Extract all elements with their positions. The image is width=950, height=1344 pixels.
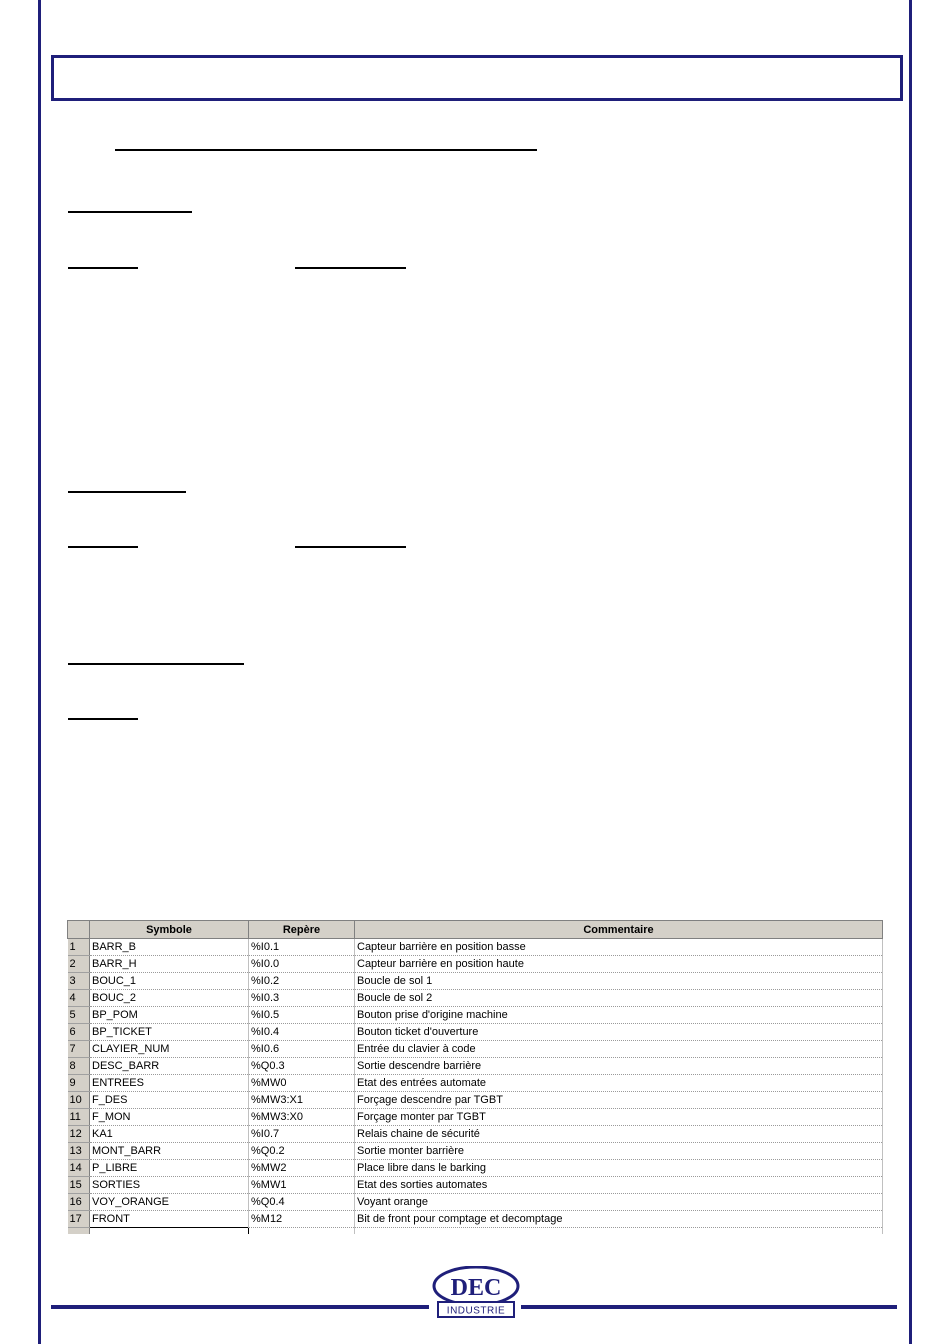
row-number[interactable]: 17 [68,1211,90,1228]
subheading-underline [295,546,406,548]
symbole-cell[interactable]: BP_POM [90,1007,249,1024]
row-number[interactable]: 7 [68,1041,90,1058]
row-number[interactable]: 5 [68,1007,90,1024]
symbole-cell[interactable]: BARR_H [90,956,249,973]
commentaire-cell[interactable]: Bouton prise d'origine machine [355,1007,883,1024]
symbole-cell[interactable]: BOUC_1 [90,973,249,990]
row-number[interactable]: 13 [68,1143,90,1160]
table-row[interactable] [68,939,883,956]
title-box [51,55,903,101]
repere-cell[interactable]: %MW3:X1 [249,1092,355,1109]
table-row[interactable] [68,1143,883,1160]
commentaire-cell[interactable]: Etat des sorties automates [355,1177,883,1194]
column-header-commentaire[interactable]: Commentaire [355,921,883,939]
symbole-cell[interactable]: DESC_BARR [90,1058,249,1075]
table-row[interactable] [68,1194,883,1211]
commentaire-cell[interactable]: Capteur barrière en position haute [355,956,883,973]
section-underline [68,663,244,665]
page-border-right [909,0,912,1344]
table-header-row [68,921,883,939]
table-row[interactable] [68,1092,883,1109]
symbole-cell[interactable]: BOUC_2 [90,990,249,1007]
symbole-cell[interactable]: SORTIES [90,1177,249,1194]
subheading-underline [68,546,138,548]
table-row[interactable] [68,1075,883,1092]
symbole-cell[interactable]: F_DES [90,1092,249,1109]
repere-cell[interactable]: %I0.5 [249,1007,355,1024]
table-row[interactable] [68,1007,883,1024]
commentaire-cell[interactable]: Boucle de sol 1 [355,973,883,990]
row-number[interactable]: 10 [68,1092,90,1109]
subheading-underline [68,718,138,720]
row-number[interactable]: 3 [68,973,90,990]
logo-main-text: DEC [450,1275,502,1301]
table-row[interactable] [68,1041,883,1058]
commentaire-cell[interactable]: Boucle de sol 2 [355,990,883,1007]
commentaire-cell[interactable]: Capteur barrière en position basse [355,939,883,956]
row-number[interactable]: 11 [68,1109,90,1126]
table-row[interactable] [68,956,883,973]
commentaire-cell[interactable]: Sortie monter barrière [355,1143,883,1160]
symbole-cell[interactable]: VOY_ORANGE [90,1194,249,1211]
repere-cell[interactable]: %I0.0 [249,956,355,973]
commentaire-cell[interactable]: Relais chaine de sécurité [355,1126,883,1143]
column-header-repere[interactable]: Repère [249,921,355,939]
symbole-cell[interactable]: CLAYIER_NUM [90,1041,249,1058]
repere-cell[interactable]: %I0.1 [249,939,355,956]
symbole-cell[interactable]: BP_TICKET [90,1024,249,1041]
repere-cell[interactable]: %MW0 [249,1075,355,1092]
table-row[interactable] [68,1058,883,1075]
heading-underline [115,149,537,151]
row-number[interactable]: 1 [68,939,90,956]
row-number[interactable]: 12 [68,1126,90,1143]
commentaire-cell[interactable]: Bit de front pour comptage et decomptage [355,1211,883,1228]
table-row[interactable] [68,990,883,1007]
commentaire-cell[interactable]: Etat des entrées automate [355,1075,883,1092]
subheading-underline [68,267,138,269]
row-number[interactable]: 16 [68,1194,90,1211]
repere-cell[interactable]: %M12 [249,1211,355,1228]
symbole-cell[interactable]: F_MON [90,1109,249,1126]
row-number[interactable]: 8 [68,1058,90,1075]
page-border-left [38,0,41,1344]
repere-cell[interactable]: %MW2 [249,1160,355,1177]
repere-cell[interactable]: %Q0.4 [249,1194,355,1211]
symbole-cell[interactable]: BARR_B [90,939,249,956]
column-header-symbole[interactable]: Symbole [90,921,249,939]
commentaire-cell[interactable]: Forçage monter par TGBT [355,1109,883,1126]
logo-sub-text: INDUSTRIE [446,1305,506,1317]
repere-cell[interactable]: %I0.6 [249,1041,355,1058]
repere-cell[interactable]: %I0.4 [249,1024,355,1041]
repere-cell[interactable]: %MW3:X0 [249,1109,355,1126]
table-row[interactable] [68,973,883,990]
symbole-cell[interactable]: P_LIBRE [90,1160,249,1177]
commentaire-cell[interactable]: Forçage descendre par TGBT [355,1092,883,1109]
section-underline [68,211,192,213]
row-number[interactable]: 6 [68,1024,90,1041]
row-number[interactable]: 4 [68,990,90,1007]
table-row[interactable] [68,1211,883,1228]
row-number[interactable]: 14 [68,1160,90,1177]
table-row[interactable] [68,1160,883,1177]
section-underline [68,491,186,493]
repere-cell[interactable]: %I0.2 [249,973,355,990]
table-row[interactable] [68,1024,883,1041]
repere-cell[interactable]: %MW1 [249,1177,355,1194]
subheading-underline [295,267,406,269]
empty-cell[interactable] [68,1228,90,1235]
repere-cell[interactable]: %I0.7 [249,1126,355,1143]
commentaire-cell[interactable]: Place libre dans le barking [355,1160,883,1177]
corner-cell[interactable] [68,921,90,939]
repere-cell[interactable]: %Q0.3 [249,1058,355,1075]
symbole-cell[interactable]: FRONT [90,1211,249,1228]
table-row[interactable] [68,1109,883,1126]
active-cell[interactable] [90,1228,249,1235]
symbole-cell[interactable]: MONT_BARR [90,1143,249,1160]
commentaire-cell[interactable]: Bouton ticket d'ouverture [355,1024,883,1041]
symbol-table [67,920,883,1234]
row-number[interactable]: 9 [68,1075,90,1092]
repere-cell[interactable]: %I0.3 [249,990,355,1007]
commentaire-cell[interactable]: Sortie descendre barrière [355,1058,883,1075]
dec-industrie-logo [431,1266,521,1318]
table-row[interactable] [68,1177,883,1194]
commentaire-cell[interactable]: Entrée du clavier à code [355,1041,883,1058]
commentaire-cell[interactable]: Voyant orange [355,1194,883,1211]
symbole-cell[interactable]: ENTREES [90,1075,249,1092]
symbole-cell[interactable]: KA1 [90,1126,249,1143]
footer-rule-right [521,1305,897,1309]
empty-cell[interactable] [249,1228,355,1235]
repere-cell[interactable]: %Q0.2 [249,1143,355,1160]
empty-cell[interactable] [355,1228,883,1235]
row-number[interactable]: 15 [68,1177,90,1194]
table-row-empty[interactable] [68,1228,883,1235]
table-row[interactable] [68,1126,883,1143]
row-number[interactable]: 2 [68,956,90,973]
footer-rule-left [51,1305,429,1309]
